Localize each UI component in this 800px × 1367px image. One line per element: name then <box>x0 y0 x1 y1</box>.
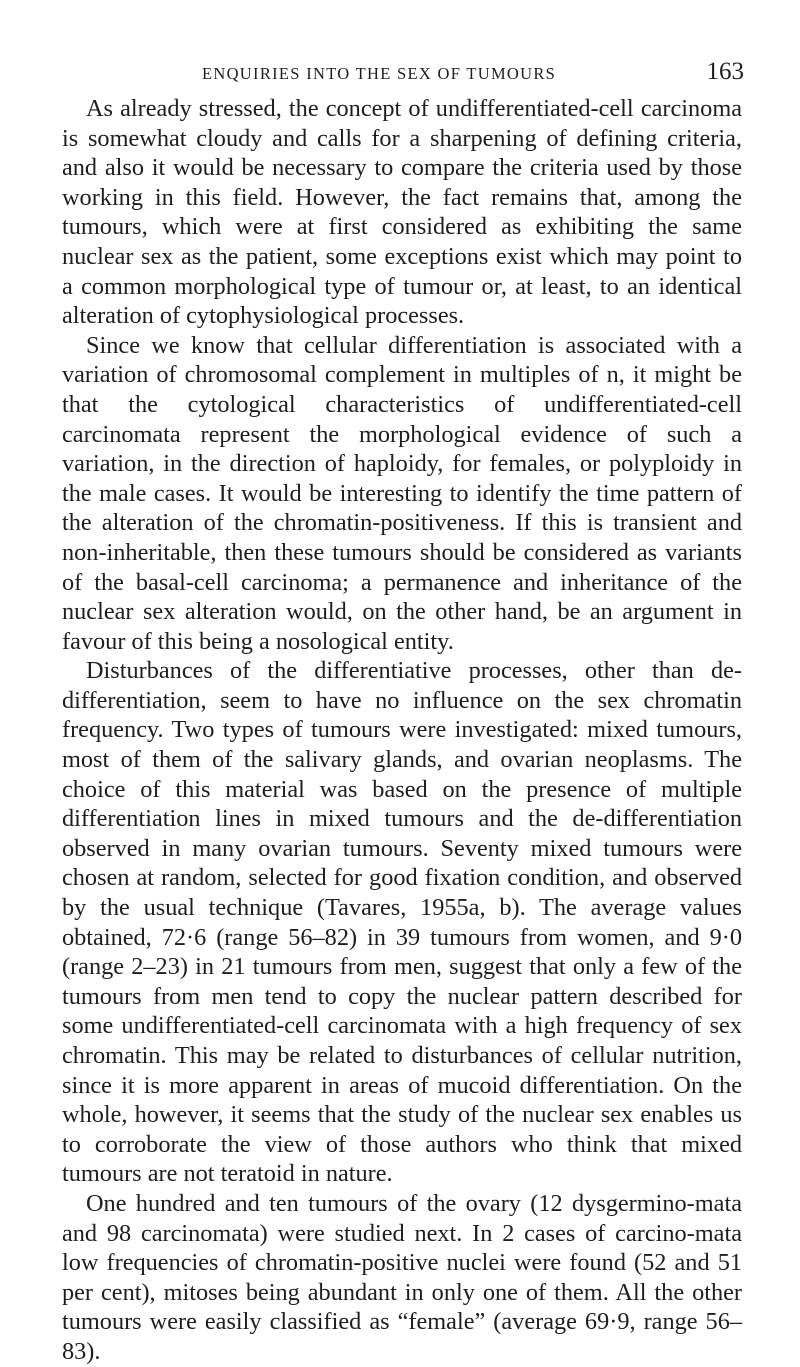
running-title: ENQUIRIES INTO THE SEX OF TUMOURS <box>202 64 557 83</box>
page-header <box>62 58 744 94</box>
paragraph-4: One hundred and ten tumours of the ovary (12 dysgermino-mata and 98 carcinomata) were studied next. In 2 cases of carcino-mata low frequencies of chromatin-positive nuclei were found (52 and 51 per cent), mitoses being abundant in only one of them. All the other tumours were easily classified as “female” (average 69·9, range 56–83). <box>62 1189 742 1365</box>
page-number: 163 <box>706 58 744 85</box>
paragraph-3: Disturbances of the differentiative processes, other than de-differentiation, seem to have no influence on the sex chromatin frequency. Two types of tumours were investigated: mixed tumours, most of them of the salivary glands, and ovarian neoplasms. The choice of this material was based on the presence of multiple differentiation lines in mixed tumours and the de-differentiation observed in many ovarian tumours. Seventy mixed tumours were chosen at random, selected for good fixation condition, and observed by the usual technique (Tavares, 1955a, b). The average values obtained, 72·6 (range 56–82) in 39 tumours from women, and 9·0 (range 2–23) in 21 tumours from men, suggest that only a few of the tumours from men tend to copy the nuclear pattern described for some undifferentiated-cell carcinomata with a high frequency of sex chromatin. This may be related to disturbances of cellular nutrition, since it is more apparent in areas of mucoid differentiation. On the whole, however, it seems that the study of the nuclear sex enables us to corroborate the view of those authors who think that mixed tumours are not teratoid in nature. <box>62 657 742 1188</box>
paragraph-2: Since we know that cellular differentiation is associated with a variation of chromosomal complement in multiples of n, it might be that the cytological characteristics of undifferentiated-cell carcinomata represent the morphological evidence of such a variation, in the direction of haploidy, for females, or polyploidy in the male cases. It would be interesting to identify the time pattern of the alteration of the chromatin-positiveness. If this is transient and non-inheritable, then these tumours should be considered as variants of the basal-cell carcinoma; a permanence and inheritance of the nuclear sex alteration would, on the other hand, be an argument in favour of this being a nosological entity. <box>62 331 742 655</box>
paragraph-1: As already stressed, the concept of undifferentiated-cell carcinoma is somewhat cloudy and calls for a sharpening of defining criteria, and also it would be necessary to compare the criteria used by those working in this field. However, the fact remains that, among the tumours, which were at first considered as exhibiting the same nuclear sex as the patient, some exceptions exist which may point to a common morphological type of tumour or, at least, to an identical alteration of cytophysiological processes. <box>62 95 742 330</box>
body-text <box>62 94 742 1367</box>
